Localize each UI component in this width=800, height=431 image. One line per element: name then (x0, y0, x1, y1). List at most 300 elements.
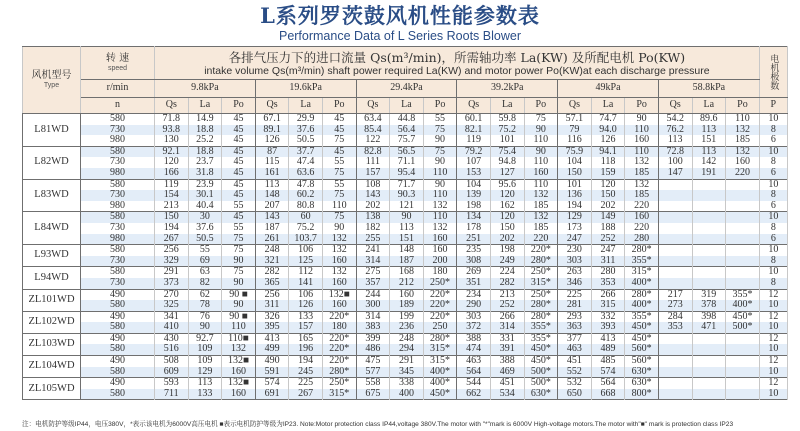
qs-cell: 463 (457, 356, 491, 367)
qs-cell: 115 (255, 157, 289, 168)
page-title (0, 4, 800, 43)
speed-cell: 580 (81, 322, 155, 333)
la-cell: 471 (692, 322, 726, 333)
qs-cell: 161 (255, 168, 289, 179)
po-cell: 75 (222, 245, 256, 256)
po-cell: 400* (423, 367, 457, 378)
poles-cell: 10 (759, 344, 787, 355)
qs-cell: 207 (255, 201, 289, 212)
la-cell: 63.6 (289, 168, 323, 179)
qs-cell: 321 (255, 256, 289, 267)
table-row (23, 179, 788, 190)
speed-cell: 730 (81, 256, 155, 267)
qs-cell: 263 (558, 267, 592, 278)
po-cell: 220* (524, 245, 558, 256)
qs-cell (658, 278, 692, 289)
table-row (23, 378, 788, 389)
po-cell: 355* (625, 311, 659, 322)
qs-cell: 711 (155, 389, 189, 400)
qs-cell: 134 (457, 212, 491, 223)
po-cell: 400* (423, 378, 457, 389)
la-cell: 95.6 (490, 179, 524, 190)
la-cell: 80.8 (289, 201, 323, 212)
po-cell: 132 (322, 267, 356, 278)
po-cell: 132 (726, 146, 760, 157)
po-cell: 55 (222, 223, 256, 234)
qs-cell: 399 (356, 333, 390, 344)
pressure-header: 19.6kPa (255, 80, 356, 98)
po-cell: 400* (625, 300, 659, 311)
speed-cell: 730 (81, 190, 155, 201)
la-cell: 75.4 (490, 146, 524, 157)
speed-cell: 580 (81, 344, 155, 355)
qs-header: Qs (558, 98, 592, 114)
qs-cell: 113 (255, 179, 289, 190)
po-cell: 132 (726, 125, 760, 136)
la-cell: 151 (390, 234, 424, 245)
po-cell: 185 (625, 168, 659, 179)
po-cell: 250* (322, 378, 356, 389)
qs-cell: 413 (255, 333, 289, 344)
po-cell: 220* (423, 289, 457, 300)
model-type-cell: L94WD (23, 267, 81, 289)
qs-cell: 139 (457, 190, 491, 201)
po-cell (726, 234, 760, 245)
qs-cell (658, 212, 692, 223)
la-cell: 71.1 (390, 157, 424, 168)
po-cell: 160 (222, 367, 256, 378)
qs-cell: 63.4 (356, 114, 390, 125)
la-cell: 332 (591, 311, 625, 322)
qs-cell: 544 (457, 378, 491, 389)
po-cell (726, 256, 760, 267)
speed-cell: 580 (81, 179, 155, 190)
po-cell: 500* (726, 322, 760, 333)
po-cell: 132■ (322, 289, 356, 300)
table-header (23, 47, 788, 114)
qs-cell (658, 179, 692, 190)
la-cell: 266 (490, 311, 524, 322)
la-cell: 113 (188, 378, 222, 389)
la-cell (692, 356, 726, 367)
la-cell: 76 (188, 311, 222, 322)
table-row (23, 322, 788, 333)
qs-cell: 130 (155, 135, 189, 146)
qs-cell: 113 (658, 135, 692, 146)
la-cell: 75.7 (390, 135, 424, 146)
qs-cell: 558 (356, 378, 390, 389)
la-cell: 212 (390, 278, 424, 289)
po-cell: 160 (322, 278, 356, 289)
qs-cell: 593 (155, 378, 189, 389)
qs-cell: 147 (658, 168, 692, 179)
po-cell: 132 (524, 190, 558, 201)
po-cell: 560* (625, 344, 659, 355)
po-cell: 45 (222, 125, 256, 136)
qs-cell: 120 (155, 157, 189, 168)
la-cell: 150 (490, 223, 524, 234)
qs-cell: 194 (155, 223, 189, 234)
qs-cell: 79 (558, 125, 592, 136)
la-cell: 199 (390, 311, 424, 322)
qs-cell: 293 (558, 311, 592, 322)
la-cell: 101 (490, 135, 524, 146)
la-cell: 319 (692, 289, 726, 300)
la-cell: 94.1 (591, 146, 625, 157)
la-cell: 56.4 (390, 125, 424, 136)
po-cell: 75 (423, 146, 457, 157)
la-cell: 252 (591, 234, 625, 245)
la-cell: 187 (390, 256, 424, 267)
la-cell (692, 201, 726, 212)
la-cell (692, 267, 726, 278)
la-cell: 224 (490, 267, 524, 278)
poles-cell: 12 (759, 311, 787, 322)
la-cell: 106 (289, 289, 323, 300)
po-cell (726, 201, 760, 212)
table-row (23, 146, 788, 157)
speed-cell: 730 (81, 157, 155, 168)
la-cell (692, 367, 726, 378)
la-cell: 282 (490, 278, 524, 289)
qs-cell: 166 (155, 168, 189, 179)
la-cell: 82 (188, 278, 222, 289)
la-cell: 125 (289, 256, 323, 267)
speed-cell: 580 (81, 212, 155, 223)
la-cell: 18.8 (188, 125, 222, 136)
speed-header-en: speed (107, 65, 128, 72)
la-cell (692, 179, 726, 190)
qs-cell: 275 (356, 267, 390, 278)
po-cell: 450* (423, 389, 457, 400)
poles-cell: 8 (759, 190, 787, 201)
la-cell: 47.4 (289, 157, 323, 168)
po-cell (726, 378, 760, 389)
po-cell: 132 (524, 212, 558, 223)
la-cell: 345 (390, 367, 424, 378)
qs-cell (658, 256, 692, 267)
table-row (23, 157, 788, 168)
la-cell: 50.5 (188, 234, 222, 245)
po-cell: 132 (423, 223, 457, 234)
la-cell: 353 (591, 278, 625, 289)
po-cell: 90 (524, 125, 558, 136)
qs-cell: 650 (558, 389, 592, 400)
po-cell: 280* (524, 311, 558, 322)
la-cell: 151 (692, 135, 726, 146)
qs-cell: 574 (255, 378, 289, 389)
la-cell: 40.4 (188, 201, 222, 212)
qs-cell: 261 (255, 234, 289, 245)
po-cell: 800* (625, 389, 659, 400)
qs-cell: 308 (457, 256, 491, 267)
po-cell: 315* (423, 344, 457, 355)
la-header: La (390, 98, 424, 114)
qs-cell: 104 (457, 179, 491, 190)
speed-cell: 730 (81, 125, 155, 136)
la-cell (692, 256, 726, 267)
po-cell: 355* (524, 333, 558, 344)
pressure-header: 29.4kPa (356, 80, 457, 98)
po-cell: 75 (322, 212, 356, 223)
po-cell: 500* (524, 378, 558, 389)
la-cell: 59.8 (490, 114, 524, 125)
po-cell: 160 (423, 234, 457, 245)
qs-cell: 136 (558, 190, 592, 201)
poles-cell: 8 (759, 125, 787, 136)
po-cell: 200 (423, 256, 457, 267)
la-cell: 400 (390, 389, 424, 400)
qs-cell: 490 (255, 356, 289, 367)
qs-cell (658, 190, 692, 201)
poles-cell: 10 (759, 114, 787, 125)
qs-cell: 300 (356, 300, 390, 311)
model-type-cell: ZL102WD (23, 311, 81, 333)
po-cell: 132 (222, 344, 256, 355)
po-cell: 90 (322, 223, 356, 234)
la-cell: 118 (591, 157, 625, 168)
la-cell: 194 (289, 356, 323, 367)
po-cell: 315* (625, 267, 659, 278)
qs-cell: 675 (356, 389, 390, 400)
speed-cell: 580 (81, 389, 155, 400)
la-cell (692, 190, 726, 201)
qs-cell (658, 267, 692, 278)
la-cell: 165 (289, 333, 323, 344)
qs-cell: 93.8 (155, 125, 189, 136)
la-cell: 393 (591, 322, 625, 333)
po-cell: 55 (322, 157, 356, 168)
po-cell: 45 (222, 135, 256, 146)
poles-cell: 6 (759, 168, 787, 179)
la-cell: 14.9 (188, 114, 222, 125)
po-cell: 110 (524, 157, 558, 168)
po-cell: 110 (625, 125, 659, 136)
type-header-en: Type (43, 82, 60, 89)
po-cell: 500* (524, 367, 558, 378)
qs-cell: 126 (255, 135, 289, 146)
qs-cell: 430 (155, 333, 189, 344)
la-cell (692, 223, 726, 234)
la-cell: 159 (591, 168, 625, 179)
la-cell: 126 (289, 300, 323, 311)
la-cell: 112 (289, 267, 323, 278)
la-cell: 252 (490, 300, 524, 311)
la-cell: 126 (591, 135, 625, 146)
qs-cell: 100 (658, 157, 692, 168)
po-cell: 110 (524, 135, 558, 146)
model-type-cell: ZL104WD (23, 356, 81, 378)
la-cell: 62 (188, 289, 222, 300)
la-cell: 50.5 (289, 135, 323, 146)
la-cell: 71.7 (390, 179, 424, 190)
qs-cell: 217 (658, 289, 692, 300)
la-cell: 69 (188, 256, 222, 267)
qs-cell: 148 (255, 190, 289, 201)
po-cell: 185 (524, 223, 558, 234)
poles-header (759, 47, 787, 98)
po-cell: 280* (524, 300, 558, 311)
la-cell: 202 (591, 201, 625, 212)
po-cell: 220 (524, 234, 558, 245)
qs-cell: 499 (255, 344, 289, 355)
table-row (23, 289, 788, 300)
la-cell: 160 (390, 289, 424, 300)
qs-header: Qs (155, 98, 189, 114)
po-cell (726, 212, 760, 223)
po-cell: 75 (222, 234, 256, 245)
la-cell: 668 (591, 389, 625, 400)
table-row (23, 201, 788, 212)
po-cell: 90 (222, 278, 256, 289)
qs-cell: 357 (356, 278, 390, 289)
la-cell: 60.2 (289, 190, 323, 201)
la-cell: 109 (188, 356, 222, 367)
qs-cell: 516 (155, 344, 189, 355)
poles-cell: 10 (759, 322, 787, 333)
la-cell: 469 (490, 367, 524, 378)
qs-cell: 486 (356, 344, 390, 355)
qs-cell: 234 (457, 289, 491, 300)
qs-cell: 552 (558, 367, 592, 378)
qs-cell: 57.1 (558, 114, 592, 125)
la-cell: 280 (591, 267, 625, 278)
poles-header-cn: 电机极数 (768, 54, 779, 90)
la-cell (692, 378, 726, 389)
po-cell (726, 333, 760, 344)
la-cell (692, 234, 726, 245)
qs-cell: 111 (356, 157, 390, 168)
po-cell: 90 ■ (222, 289, 256, 300)
la-cell: 60 (289, 212, 323, 223)
la-cell: 75.2 (490, 125, 524, 136)
la-cell: 75.2 (289, 223, 323, 234)
qs-cell: 154 (155, 190, 189, 201)
qs-cell: 101 (558, 179, 592, 190)
qs-cell: 76.2 (658, 125, 692, 136)
po-cell: 132 (322, 234, 356, 245)
po-cell: 45 (222, 179, 256, 190)
la-cell: 168 (390, 267, 424, 278)
qs-cell: 92.1 (155, 146, 189, 157)
la-cell: 109 (188, 344, 222, 355)
po-cell: 220* (322, 311, 356, 322)
qs-cell: 213 (155, 201, 189, 212)
po-cell: 220* (322, 333, 356, 344)
la-cell: 451 (490, 378, 524, 389)
po-cell: 132 (625, 157, 659, 168)
la-cell: 266 (591, 289, 625, 300)
poles-symbol: P (759, 98, 787, 114)
po-cell: 160 (524, 168, 558, 179)
po-cell: 250* (524, 289, 558, 300)
qs-cell: 365 (255, 278, 289, 289)
qs-cell: 153 (457, 168, 491, 179)
table-row (23, 267, 788, 278)
la-cell: 202 (490, 234, 524, 245)
la-cell: 267 (289, 389, 323, 400)
speed-cell: 490 (81, 333, 155, 344)
la-cell (692, 333, 726, 344)
table-row (23, 135, 788, 146)
po-cell (726, 389, 760, 400)
table-row (23, 311, 788, 322)
la-header: La (289, 98, 323, 114)
la-cell: 103.7 (289, 234, 323, 245)
po-cell (726, 356, 760, 367)
poles-cell: 12 (759, 333, 787, 344)
la-cell: 94.8 (490, 157, 524, 168)
pressure-header: 58.8kPa (658, 80, 759, 98)
po-cell: 75 (322, 135, 356, 146)
po-cell: 185 (625, 190, 659, 201)
po-cell: 110 (625, 146, 659, 157)
qs-cell: 230 (558, 245, 592, 256)
poles-cell: 10 (759, 212, 787, 223)
po-cell: 185 (726, 135, 760, 146)
po-cell: 160 (423, 245, 457, 256)
po-cell: 75 (423, 125, 457, 136)
po-cell: 55 (423, 114, 457, 125)
qs-cell: 75.9 (558, 146, 592, 157)
po-cell: 160 (625, 135, 659, 146)
po-cell: 220* (423, 311, 457, 322)
la-cell: 198 (490, 245, 524, 256)
qs-header: Qs (457, 98, 491, 114)
speed-cell: 580 (81, 146, 155, 157)
speed-cell: 490 (81, 289, 155, 300)
qs-cell: 182 (356, 223, 390, 234)
qs-cell: 255 (356, 234, 390, 245)
speed-cell: 980 (81, 168, 155, 179)
po-header: Po (322, 98, 356, 114)
la-cell: 564 (591, 378, 625, 389)
qs-cell (658, 245, 692, 256)
la-cell: 245 (289, 367, 323, 378)
la-cell: 37.6 (188, 223, 222, 234)
qs-cell: 314 (356, 256, 390, 267)
qs-cell: 129 (558, 212, 592, 223)
po-cell: 45 (322, 125, 356, 136)
po-cell: 90 (625, 114, 659, 125)
la-cell: 120 (591, 179, 625, 190)
po-cell: 132■ (222, 356, 256, 367)
table-row (23, 245, 788, 256)
la-cell: 191 (692, 168, 726, 179)
qs-cell: 143 (356, 190, 390, 201)
qs-cell: 377 (558, 333, 592, 344)
po-cell: 220* (423, 300, 457, 311)
qs-cell: 284 (658, 311, 692, 322)
qs-cell: 256 (255, 289, 289, 300)
model-type-cell: ZL101WD (23, 289, 81, 311)
qs-cell: 187 (255, 223, 289, 234)
po-cell: 450* (524, 344, 558, 355)
qs-cell: 116 (558, 135, 592, 146)
po-cell: 45 (222, 114, 256, 125)
poles-cell: 10 (759, 267, 787, 278)
la-cell: 37.7 (289, 146, 323, 157)
qs-cell: 108 (356, 179, 390, 190)
po-cell: 90 ■ (222, 311, 256, 322)
la-cell (692, 389, 726, 400)
po-cell: 90 (423, 157, 457, 168)
poles-cell: 8 (759, 157, 787, 168)
po-cell: 630* (524, 389, 558, 400)
qs-cell: 564 (457, 367, 491, 378)
la-cell: 247 (591, 245, 625, 256)
table-row (23, 333, 788, 344)
